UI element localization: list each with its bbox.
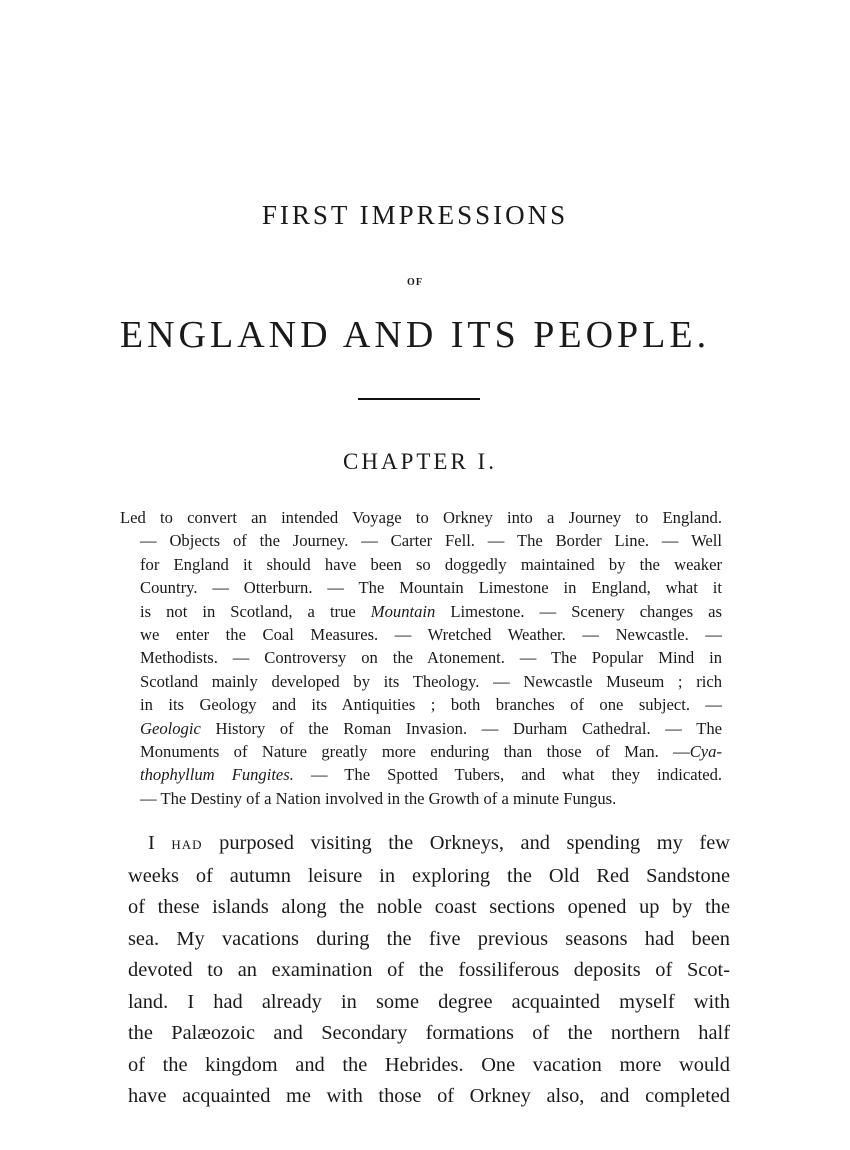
summary-line: Geologic History of the Roman Invasion. — Durham Cathedral. — The — [140, 718, 722, 738]
body-line: I HAD purposed visiting the Orkneys, and spending my few — [148, 832, 730, 854]
title-line-2: ENGLAND AND ITS PEOPLE. — [119, 314, 711, 356]
body-line: have acquainted me with those of Orkney also, and completed — [128, 1085, 730, 1107]
summary-line: Scotland mainly developed by its Theology. — Newcastle Museum ; rich — [140, 671, 722, 691]
body-text — [128, 828, 730, 1113]
body-line: of the kingdom and the Hebrides. One vacation more would — [128, 1053, 730, 1076]
summary-line: Monuments of Nature greatly more enduring than those of Man. —Cya- — [140, 742, 722, 762]
title-of: OF — [407, 277, 423, 288]
title-divider — [358, 398, 480, 400]
body-line: of these islands along the noble coast sections opened up by the — [128, 896, 730, 918]
title-line-1: FIRST IMPRESSIONS — [261, 200, 569, 230]
summary-line: is not in Scotland, a true Mountain Limestone. — Scenery changes as — [140, 601, 722, 621]
summary-line: thophyllum Fungites. — The Spotted Tubers, and what they indicated. — [140, 765, 723, 785]
summary-line: for England it should have been so doggedly maintained by the weaker — [140, 554, 722, 574]
summary-line: Country. — Otterburn. — The Mountain Limestone in England, what it — [140, 578, 722, 598]
body-line: the Palæozoic and Secondary formations of the northern half — [128, 1022, 730, 1044]
summary-line: — The Destiny of a Nation involved in the Growth of a minute Fungus. — [140, 788, 617, 808]
body-line: weeks of autumn leisure in exploring the Old Red Sandstone — [128, 864, 730, 887]
summary-line: Led to convert an intended Voyage to Orkney into a Journey to England. — [120, 508, 722, 527]
body-line: land. I had already in some degree acquainted myself with — [128, 990, 730, 1013]
summary-line: — Objects of the Journey. — Carter Fell. — The Border Line. — Well — [140, 531, 722, 551]
summary-line: in its Geology and its Antiquities ; both branches of one subject. — — [140, 695, 722, 715]
summary-line: Methodists. — Controversy on the Atonement. — The Popular Mind in — [140, 648, 722, 668]
body-line: sea. My vacations during the five previous seasons had been — [128, 927, 730, 950]
chapter-summary — [120, 506, 722, 810]
summary-line: we enter the Coal Measures. — Wretched Weather. — Newcastle. — — [140, 625, 722, 645]
body-line: devoted to an examination of the fossiliferous deposits of Scot- — [128, 959, 730, 981]
chapter-heading: CHAPTER I. — [343, 449, 497, 474]
